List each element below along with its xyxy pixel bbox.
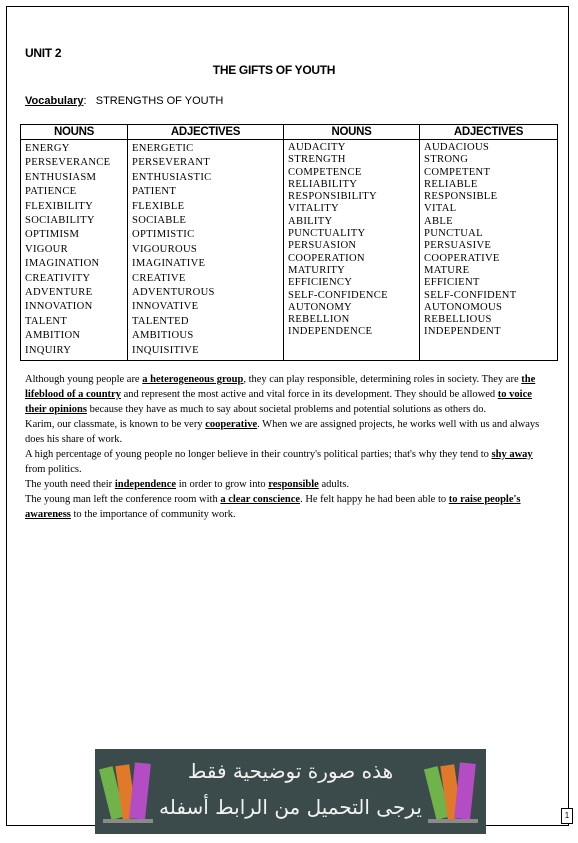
table-cell-word: SELF-CONFIDENCE [288,289,388,301]
table-cell-word: VIGOUR [25,243,68,255]
header-nouns-2: NOUNS [284,125,420,140]
key-phrase: to voice their opinions [25,389,532,415]
vocabulary-label: Vocabulary [25,95,84,107]
table-cell-word: CREATIVE [132,272,186,284]
table-cell-word: IMAGINATION [25,258,100,270]
text: and represent the most active and vital force in its development. They should be allowed [120,389,498,400]
table-cell-word: MATURE [424,264,470,276]
header-nouns-1: NOUNS [21,125,128,140]
adjectives-column-1 [128,140,284,361]
table-cell-word: INQUISITIVE [132,344,199,356]
table-cell-word: PATIENCE [25,186,77,198]
table-cell-word: SOCIABILITY [25,215,95,227]
table-cell-word: INNOVATION [25,301,93,313]
table-cell-word: ENERGETIC [132,143,194,154]
key-phrase: a heterogeneous group [142,374,244,385]
table-cell-word: REBELLION [288,314,350,326]
table-cell-word: AUDACIOUS [424,142,490,153]
table-cell-word: VIGOUROUS [132,243,198,255]
table-cell-word: IMAGINATIVE [132,258,206,270]
paragraph-2 [25,417,555,447]
text: Karim, our classmate, is known to be very [25,419,206,430]
header-adjectives-1: ADJECTIVES [128,125,284,140]
table-cell-word: RESPONSIBILITY [288,191,377,203]
table-cell-word: ENTHUSIASTIC [132,171,212,183]
table-cell-word: PERSEVERANT [132,157,211,169]
vocabulary-heading [25,95,223,107]
nouns-column-2 [284,140,420,361]
table-header-row [21,125,558,140]
table-cell-word: ADVENTUROUS [132,287,215,299]
table-cell-word: TALENTED [132,315,189,327]
text: The young man left the conference room with [25,494,221,505]
table-cell-word: VITALITY [288,203,339,215]
table-cell-word: AUTONOMOUS [424,301,503,313]
table-cell-word: INNOVATIVE [132,301,199,313]
table-cell-word: PERSUASION [288,240,357,252]
text: in order to grow into [176,479,269,490]
table-cell-word: COOPERATION [288,252,365,264]
table-cell-word: TALENT [25,315,68,327]
table-cell-word: ENTHUSIASM [25,171,97,183]
page-title-text: THE GIFTS OF YOUTH [212,63,336,77]
adjectives-column-2 [420,140,558,361]
text: from politics. [25,464,82,475]
table-cell-word: INDEPENDENT [424,326,501,338]
notice-line-2: يرجى التحميل من الرابط أسفله [159,795,422,819]
table-cell-word: CREATIVITY [25,272,91,284]
key-phrase: cooperative [205,419,258,430]
table-cell-word: PUNCTUAL [424,228,483,240]
table-cell-word: FLEXIBILITY [25,200,94,212]
text: , they can play responsible, determining roles in society. They are [243,374,522,385]
key-phrase: responsible [268,479,319,490]
table-cell-word: EFFICIENT [424,277,480,289]
table-cell-word: PERSEVERANCE [25,157,111,169]
text: . When we are assigned projects, he works well with us and always does his share of work. [25,419,540,445]
paragraph-3 [25,447,555,477]
unit-label: UNIT 2 [25,46,62,60]
table-cell-word: AUDACITY [288,142,346,153]
table-cell-word: STRONG [424,154,469,166]
table-cell-word: ABILITY [288,215,333,227]
books-icon [424,757,482,827]
paragraph-4 [25,477,555,492]
table-cell-word: OPTIMISM [25,229,80,241]
key-phrase: to raise people's awareness [25,494,521,520]
table-cell-word: EFFICIENCY [288,277,353,289]
table-cell-word: SELF-CONFIDENT [424,289,517,301]
text: to the importance of community work. [70,509,236,520]
text: A high percentage of young people no longer believe in their country's political parties; that's why they tend to [25,449,492,460]
vocabulary-table [20,124,558,361]
example-sentences [25,372,555,522]
table-cell-word: AUTONOMY [288,301,353,313]
paragraph-5 [25,492,555,522]
key-phrase: the lifeblood of a country [25,374,536,400]
table-cell-word: FLEXIBLE [132,200,185,212]
table-cell-word: INDEPENDENCE [288,326,373,338]
table-cell-word: AMBITIOUS [132,330,194,342]
table-cell-word: ENERGY [25,143,70,154]
table-cell-word: ABLE [424,215,453,227]
table-cell-word: AMBITION [25,330,81,342]
header-adjectives-2: ADJECTIVES [420,125,558,140]
text: adults. [318,479,350,490]
key-phrase: a clear conscience [220,494,301,505]
table-cell-word: RELIABILITY [288,178,358,190]
table-cell-word: INQUIRY [25,344,72,356]
table-cell-word: SOCIABLE [132,215,187,227]
table-body-row [21,140,558,361]
page-number: 1 [561,808,573,824]
table-cell-word: OPTIMISTIC [132,229,195,241]
table-cell-word: COMPETENT [424,166,491,178]
text: The youth need their [25,479,115,490]
key-phrase: shy away [491,449,533,460]
nouns-column-1 [21,140,128,361]
table-cell-word: VITAL [424,203,457,215]
table-cell-word: ADVENTURE [25,287,93,299]
table-cell-word: MATURITY [288,264,346,276]
table-cell-word: RELIABLE [424,178,478,190]
key-phrase: independence [114,479,177,490]
table-cell-word: STRENGTH [288,154,346,166]
table-cell-word: COMPETENCE [288,166,362,178]
table-cell-word: RESPONSIBLE [424,191,498,203]
text: . He felt happy he had been able to [300,494,449,505]
table-cell-word: PATIENT [132,186,177,198]
page-title [0,63,578,77]
text: Although young people are [25,374,143,385]
table-cell-word: PUNCTUALITY [288,228,366,240]
paragraph-1 [25,372,555,417]
table-cell-word: PERSUASIVE [424,240,492,252]
download-notice-banner[interactable] [95,749,486,834]
vocabulary-colon: : [83,95,87,107]
table-cell-word: REBELLIOUS [424,314,492,326]
table-cell-word: COOPERATIVE [424,252,500,264]
notice-line-1: هذه صورة توضيحية فقط [187,759,394,783]
text: because they have as much to say about societal problems and potential solutions as others do. [86,404,487,415]
vocabulary-topic: STRENGTHS OF YOUTH [95,95,224,107]
